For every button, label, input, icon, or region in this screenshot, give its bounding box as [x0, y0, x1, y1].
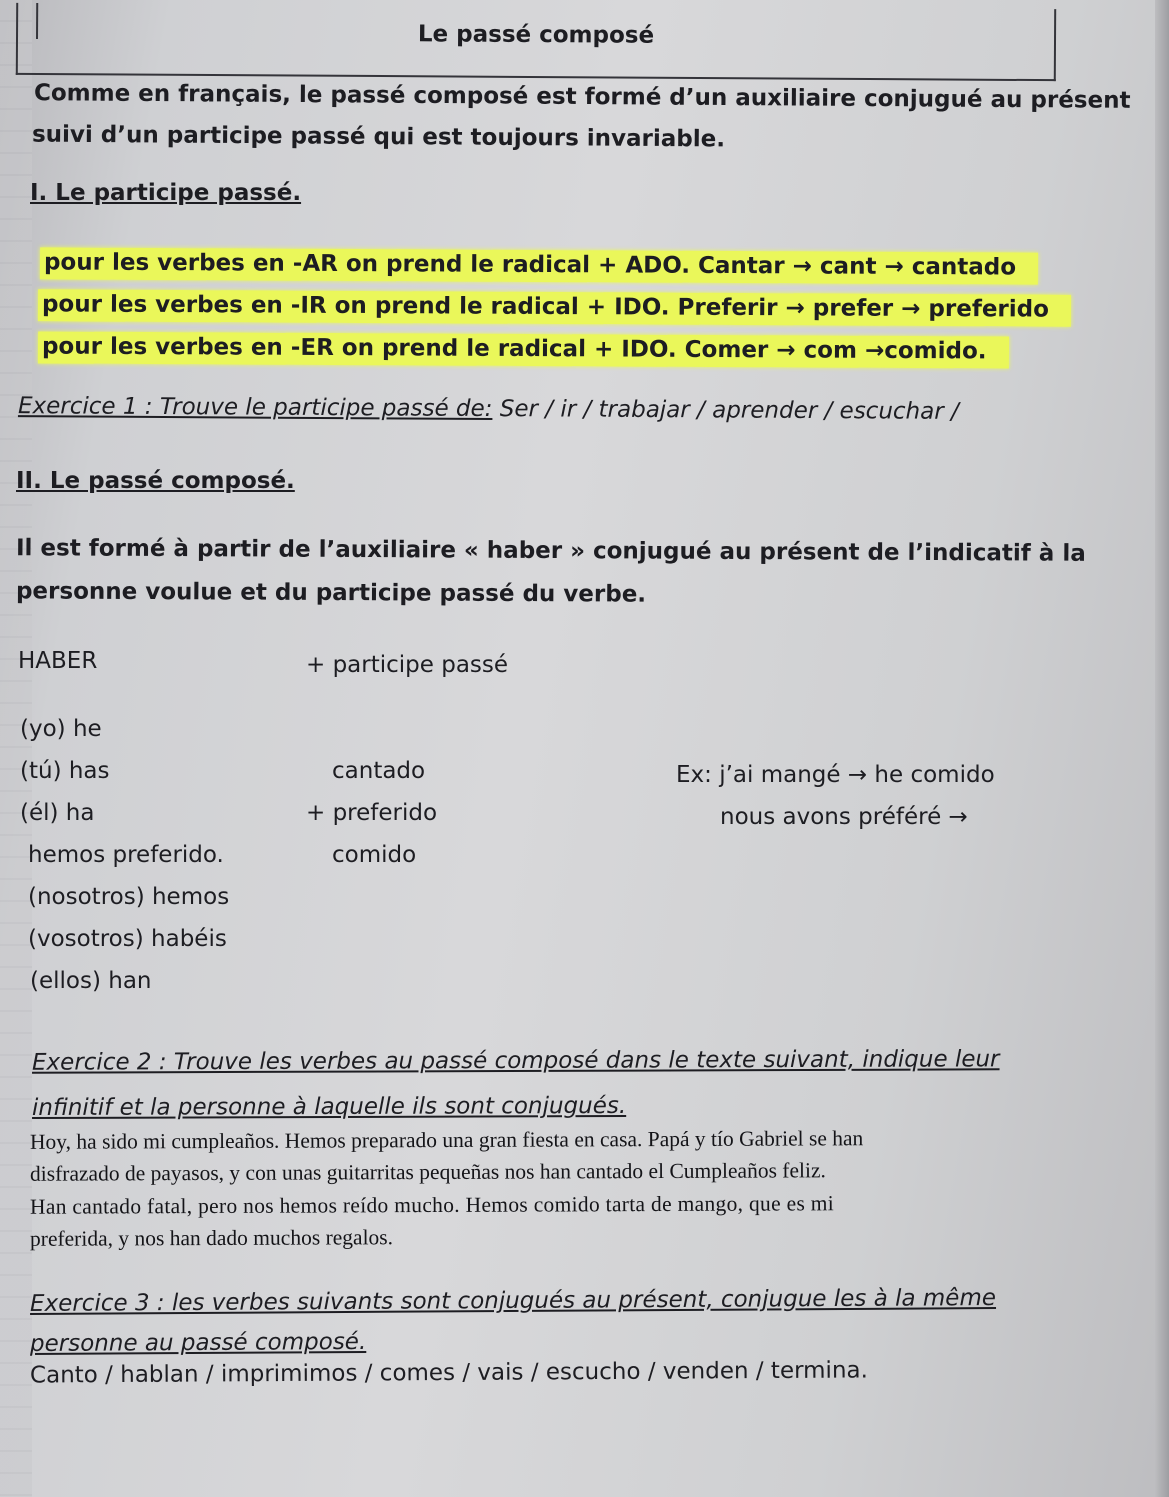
rule-ar-text: pour les verbes en -AR on prend le radical + ADO. Cantar → cant → cantado — [40, 247, 1038, 284]
exercise-3-items: Canto / hablan / imprimimos / comes / vais / escucho / venden / termina. — [29, 1357, 868, 1389]
exercise-1 — [18, 393, 959, 425]
rule-er-text: pour les verbes en -ER on prend le radical + IDO. Comer → com →comido. — [38, 331, 1009, 368]
conj-ellos: (ellos) han — [30, 968, 152, 994]
example-line-2: nous avons préféré → — [720, 804, 968, 830]
exercise-2-text-line-4: preferida, y nos han dado muchos regalos. — [29, 1225, 394, 1251]
column-haber: HABER — [18, 648, 98, 674]
conj-vosotros: (vosotros) habéis — [28, 926, 227, 952]
exercise-1-label: Exercice 1 : Trouve le participe passé de: — [17, 393, 493, 423]
rule-er — [38, 333, 1009, 364]
example-line-1: Ex: j’ai mangé → he comido — [676, 762, 995, 788]
rule-ar — [40, 249, 1038, 280]
participle-comido: comido — [332, 842, 417, 868]
rule-ir — [38, 291, 1071, 322]
exercise-2-text-line-1: Hoy, ha sido mi cumpleaños. Hemos preparado una gran fiesta en casa. Papá y tío Gabriel se han — [29, 1126, 864, 1154]
participle-preferido: + preferido — [306, 800, 438, 826]
section-2-para-line-2: personne voulue et du participe passé du verbe. — [15, 578, 647, 608]
intro-line-2: suivi d’un participe passé qui est toujours invariable. — [31, 121, 726, 153]
exercise-3-label-line-2: personne au passé composé. — [29, 1328, 367, 1358]
section-1-heading: I. Le participe passé. — [30, 180, 302, 206]
conj-yo: (yo) he — [20, 716, 102, 742]
section-2-para-line-1: Il est formé à partir de l’auxiliaire « haber » conjugué au présent de l’indicatif à la — [15, 535, 1086, 567]
exercise-2-text-line-3: Han cantado fatal, pero nos hemos reído mucho. Hemos comido tarta de mango, que es mi — [29, 1191, 835, 1219]
exercise-2-label-line-1: Exercice 2 : Trouve les verbes au passé composé dans le texte suivant, indique leur — [31, 1046, 1000, 1076]
intro-line-1: Comme en français, le passé composé est formé d’un auxiliaire conjugué au présent — [33, 80, 1131, 114]
exercise-3-label-line-1: Exercice 3 : les verbes suivants sont conjugués au présent, conjugue les à la même — [29, 1285, 997, 1317]
conj-nosotros: (nosotros) hemos — [28, 884, 230, 910]
page-title: Le passé composé — [417, 21, 655, 49]
conj-hemos-preferido: hemos preferido. — [28, 842, 224, 868]
exercise-1-items: Ser / ir / trabajar / aprender / escuchar / — [492, 396, 959, 425]
conj-el: (él) ha — [20, 800, 95, 826]
exercise-2-label-line-2: infinitif et la personne à laquelle ils sont conjugués. — [31, 1092, 627, 1122]
participle-cantado: cantado — [332, 758, 426, 784]
conj-tu: (tú) has — [20, 758, 110, 784]
exercise-2-text-line-2: disfrazado de payasos, y con unas guitarritas pequeñas nos han cantado el Cumpleaños feliz. — [29, 1158, 826, 1186]
notebook-margin — [0, 0, 32, 1497]
section-2-heading: II. Le passé composé. — [16, 468, 295, 494]
page-edge-shadow — [1155, 0, 1169, 1497]
title-box — [16, 3, 1056, 81]
column-participe: + participe passé — [306, 652, 509, 678]
rule-ir-text: pour les verbes en -IR on prend le radical + IDO. Preferir → prefer → preferido — [38, 289, 1071, 326]
